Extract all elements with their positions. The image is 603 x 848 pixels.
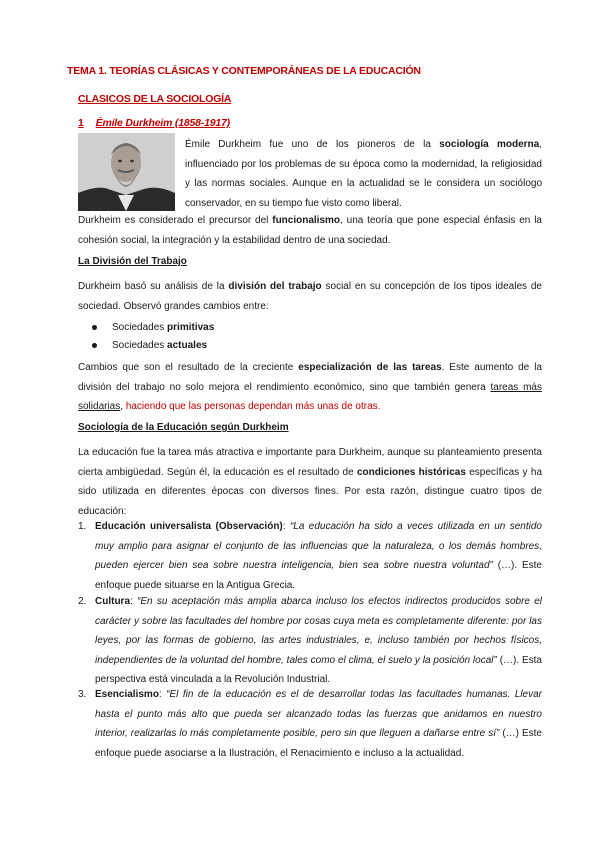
funcionalismo-paragraph bbox=[78, 211, 542, 250]
division-p2-red: haciendo que las personas dependan más unas de otras. bbox=[125, 401, 381, 412]
item-bold: Cultura bbox=[95, 596, 130, 607]
division-p2-bold: especialización de las tareas bbox=[298, 362, 442, 373]
item-colon: : bbox=[158, 689, 167, 700]
portrait-image bbox=[78, 133, 175, 211]
subsection-number: 1 bbox=[78, 117, 84, 129]
division-heading: La División del Trabajo bbox=[78, 256, 187, 267]
division-p2-text-c: . Este aumento de la división del trabajo no solo mejora el rendimiento económico, sino que también genera bbox=[78, 362, 542, 393]
education-type-3 bbox=[78, 685, 542, 763]
durkheim-portrait bbox=[78, 133, 175, 211]
item-bold: Educación universalista (Observación) bbox=[95, 521, 283, 532]
document-title: TEMA 1. TEORÍAS CLÁSICAS Y CONTEMPORÁNEAS DE LA EDUCACIÓN bbox=[67, 65, 421, 77]
item-quote: “En su aceptación más amplia abarca incluso los efectos indirectos producidos sobre el carácter y sobre las facultades del hombre por cosas cuya meta es completamente diferente: por las leyes, por las formas de gobierno, las artes industriales, e, incluso también por hechos físicos, independientes de la voluntad del hombre, tales como el clima, el suelo y la posición local” bbox=[95, 596, 542, 666]
division-p2-text-a: Cambios que son el resultado de la creciente bbox=[78, 362, 299, 373]
func-text-c: , una teoría que pone especial énfasis en la cohesión social, la integración y la estabilidad dentro de una sociedad. bbox=[78, 215, 542, 246]
item-number: 2. bbox=[78, 596, 87, 607]
item-rest: (…) Este enfoque puede asociarse a la Ilustración, el Renacimiento e incluso a la actualidad. bbox=[95, 728, 542, 759]
division-paragraph-1 bbox=[78, 277, 542, 316]
func-text-a: Durkheim es considerado el precursor del bbox=[78, 215, 273, 226]
society-list bbox=[92, 319, 214, 355]
bullet-icon bbox=[92, 325, 97, 330]
intro-text-a: Émile Durkheim fue uno de los pioneros de la bbox=[185, 139, 440, 150]
division-paragraph-2 bbox=[78, 358, 542, 417]
division-p2-sep: , bbox=[120, 401, 126, 412]
bullet-bold: actuales bbox=[167, 340, 208, 351]
func-bold: funcionalismo bbox=[272, 215, 341, 226]
bullet-text: Sociedades bbox=[112, 340, 168, 351]
item-colon: : bbox=[282, 521, 290, 532]
list-item bbox=[92, 319, 214, 337]
item-number: 1. bbox=[78, 521, 87, 532]
education-text-a: La educación fue la tarea más atractiva e importante para Durkheim, aunque su planteamiento presenta cierta ambigüedad. Según él, la educación es el resultado de bbox=[78, 447, 542, 478]
item-bold: Esencialismo bbox=[95, 689, 159, 700]
subsection-heading bbox=[78, 117, 230, 129]
education-bold: condiciones históricas bbox=[356, 466, 466, 478]
education-paragraph bbox=[78, 443, 542, 521]
intro-text-c: , influenciado por los problemas de su época como la modernidad, la religiosidad y las normas sociales. Aunque en la actualidad se le considera un sociólogo conservador, en su tiempo fue visto como liberal. bbox=[185, 139, 542, 209]
item-rest: (…). Esta perspectiva está vinculada a la Revolución Industrial. bbox=[95, 654, 542, 685]
item-colon: : bbox=[130, 596, 138, 607]
item-rest: (…). Este enfoque puede situarse en la Antigua Grecia. bbox=[95, 560, 542, 591]
division-p1-text-a: Durkheim basó su análisis de la bbox=[78, 281, 229, 292]
section-heading: CLASICOS DE LA SOCIOLOGÍA bbox=[78, 93, 232, 105]
item-quote: “El fin de la educación es el de desarrollar todas las facultades humanas. Llevar hasta el punto más alto que pueda ser alcanzado todas las fuerzas que anidamos en nuestro interior, realizarlas lo más completamente posible, pero sin que lleguen a dañarse entre sí” bbox=[95, 689, 542, 739]
bullet-bold: primitivas bbox=[167, 322, 215, 333]
item-quote: “La educación ha sido a veces utilizada en un sentido muy amplio para asignar el conjunto de las influencias que la naturaleza, o los demás hombres, pueden ejercer bien sea sobre nuestra inteligencia, bien sea sobre nuestra voluntad” bbox=[95, 521, 542, 571]
intro-bold: sociología moderna bbox=[439, 139, 540, 150]
list-item bbox=[92, 337, 214, 355]
education-type-2 bbox=[78, 592, 542, 690]
division-p2-underlined: tareas más solidarias bbox=[78, 381, 542, 412]
bullet-text: Sociedades bbox=[112, 322, 168, 333]
intro-paragraph bbox=[185, 135, 542, 213]
education-text-c: específicas y ha sido utilizada en diferentes épocas con diversos fines. Por esta razón, distingue cuatro tipos de educación: bbox=[78, 466, 543, 517]
division-p1-text-c: social en su concepción de los tipos ideales de sociedad. Observó grandes cambios entre: bbox=[78, 281, 542, 312]
subsection-name: Émile Durkheim (1858-1917) bbox=[95, 117, 230, 129]
education-type-1 bbox=[78, 517, 542, 595]
item-number: 3. bbox=[78, 689, 87, 700]
bullet-icon bbox=[92, 343, 97, 348]
education-heading: Sociología de la Educación según Durkheim bbox=[78, 422, 289, 433]
division-p1-bold: división del trabajo bbox=[228, 281, 322, 292]
